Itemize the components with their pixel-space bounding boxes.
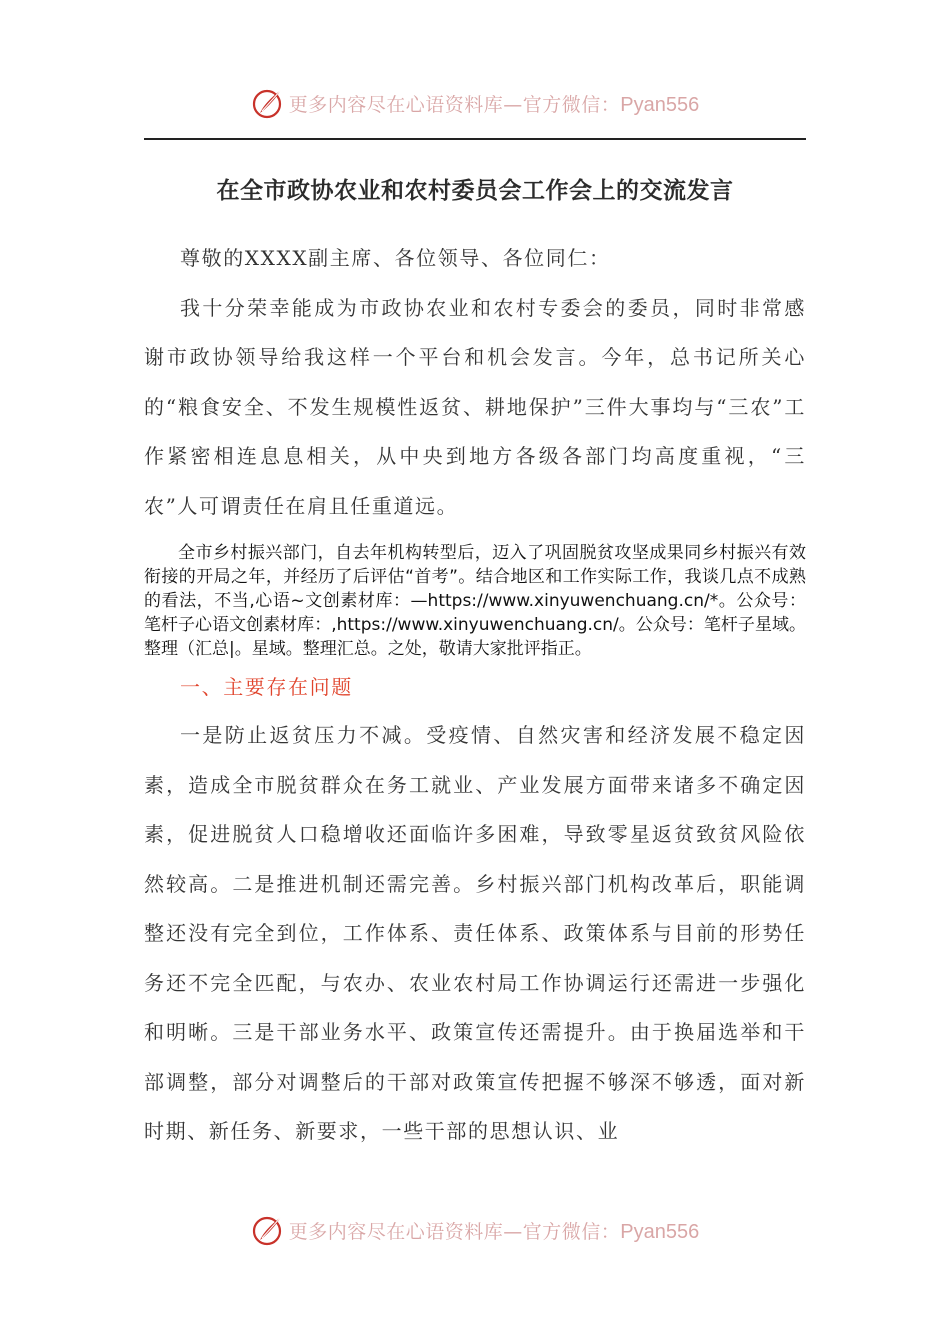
footer-banner: [0, 1210, 950, 1250]
header-banner-text: 更多内容尽在心语资料库—官方微信：Pyan556: [288, 93, 700, 116]
footer-banner-text: 更多内容尽在心语资料库—官方微信：Pyan556: [288, 1220, 700, 1243]
intro-paragraph: 我十分荣幸能成为市政协农业和农村专委会的委员，同时非常感谢市政协领导给我这样一个平台和机会发言。今年，总书记所关心的“粮食安全、不发生规模性返贫、耕地保护”三件大事均与“三农”工作紧密相连息息相关，从中央到地方各级各部门均高度重视，“三农”人可谓责任在肩且任重道远。: [144, 295, 806, 518]
header-divider: [144, 138, 806, 140]
problems-paragraph: 一是防止返贫压力不减。受疫情、自然灾害和经济发展不稳定因素，造成全市脱贫群众在务工就业、产业发展方面带来诸多不确定因素，促进脱贫人口稳增收还面临许多困难，导致零星返贫致贫风险依然较高。二是推进机制还需完善。乡村振兴部门机构改革后，职能调整还没有完全到位，工作体系、责任体系、政策体系与目前的形势任务还不完全匹配，与农办、农业农村局工作协调运行还需进一步强化和明晰。三是干部业务水平、政策宣传还需提升。由于换届选举和干部调整，部分对调整后的干部对政策宣传把握不够深不够透，面对新时期、新任务、新要求，一些干部的思想认识、业: [144, 723, 806, 1143]
header-banner: [0, 83, 950, 123]
document-title: 在全市政协农业和农村委员会工作会上的交流发言: [216, 178, 734, 204]
header-wechat-handle: Pyan556: [620, 93, 700, 116]
footer-wechat-handle: Pyan556: [620, 1220, 700, 1243]
quill-logo-icon: [251, 1213, 285, 1247]
salutation: 尊敬的XXXX副主席、各位领导、各位同仁：: [180, 246, 611, 270]
quill-logo-icon: [251, 86, 285, 120]
section-heading: 一、主要存在问题: [180, 675, 353, 699]
document-body: [144, 234, 806, 1157]
dense-paragraph: 全市乡村振兴部门，自去年机构转型后，迈入了巩固脱贫攻坚成果同乡村振兴有效衔接的开局之年，并经历了后评估“首考”。结合地区和工作实际工作，我谈几点不成熟的看法，不当,心语~文创素材库：—https://www.xinyuwenchuang.cn/*。公众号：笔杆子心语文创素材库：,https://www.xinyuwenchuang.cn/。公众号：笔杆子星域。整理（汇总|。星域。整理汇总。之处，敬请大家批评指正。: [144, 543, 806, 659]
